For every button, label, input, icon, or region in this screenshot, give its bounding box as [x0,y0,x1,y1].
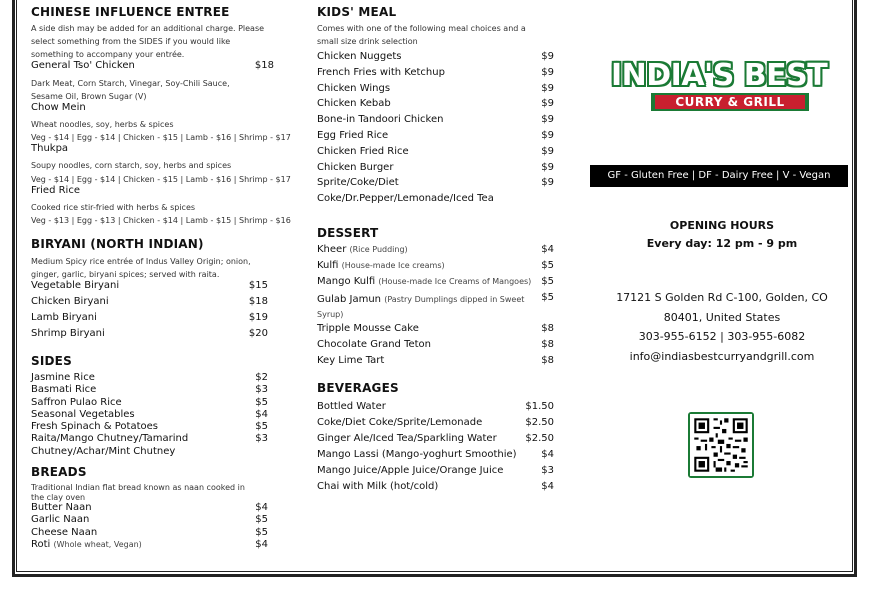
kids-title: KIDS' MEAL [317,5,397,19]
menu-item [31,409,268,421]
email: info@indiasbestcurryandgrill.com [629,349,815,363]
dessert-title: DESSERT [317,226,379,240]
biryani-note: Medium Spicy rice entrée of Indus Valley Origin; onion, ginger, garlic, biryani spices; served with raita. [31,257,251,279]
chinese-title: CHINESE INFLUENCE ENTREE [31,5,230,19]
item-name: Chocolate Grand Teton [317,338,432,350]
item-price: $9 [541,114,554,126]
menu-item [317,96,554,112]
kids-note: Comes with one of the following meal choices and a small size drink selection [317,24,526,46]
brand-tagline-bar [651,93,809,111]
address-line-2: 80401, United States [663,310,781,324]
item-price: $2 [255,372,268,383]
menu-item [31,312,268,323]
item-name: Shrimp Biryani [31,328,105,339]
menu-item [317,144,554,160]
menu-item [31,397,268,409]
menu-item [317,128,554,144]
item-desc: Soupy noodles, corn starch, soy, herbs and spices [31,161,232,170]
item-name: Fresh Spinach & Potatoes [31,421,158,433]
sides-title: SIDES [31,354,72,368]
menu-item [317,431,554,447]
menu-item [317,337,554,353]
menu-item [31,102,274,113]
menu-item [31,143,274,154]
beverages-title: BEVERAGES [317,381,399,395]
item-name: French Fries with Ketchup [317,66,445,78]
menu-item [317,415,554,431]
menu-item [317,260,554,271]
biryani-title: BIRYANI (NORTH INDIAN) [31,237,204,251]
menu-item [317,65,554,81]
item-price: $8 [541,338,554,350]
menu-item [31,296,268,307]
item-note: (Whole wheat, Vegan) [53,539,142,549]
menu-item [317,479,554,495]
menu-item [317,276,554,287]
menu-item [317,292,554,322]
breads-list [31,502,268,551]
item-price: $4 [255,538,268,550]
menu-item [31,527,268,539]
item-price: $5 [255,526,268,538]
menu-item [31,328,268,339]
menu-item [31,421,268,433]
item-name: Garlic Naan [31,514,90,526]
item-price: $19 [248,312,268,323]
item-price: $9 [541,82,554,94]
item-price: $9 [541,129,554,141]
menu-item [317,160,554,176]
item-price: $5 [255,396,268,408]
diet-legend: GF - Gluten Free | DF - Dairy Free | V - Vegan [590,165,848,187]
breads-note: Traditional Indian flat bread known as naan cooked in the clay oven [31,483,245,502]
breads-title: BREADS [31,465,87,479]
item-name: Bottled Water [317,401,386,412]
item-name: Thukpa [31,143,69,154]
item-name: Chicken Nuggets [317,51,402,62]
item-price: $1.50 [525,401,554,412]
item-price: $3 [541,464,554,476]
menu-item [317,321,554,337]
item-name: Vegetable Biryani [31,280,120,291]
menu-item [317,399,554,415]
kids-list [317,49,554,207]
menu-item [317,112,554,128]
beverages-list [317,399,554,494]
item-price: $9 [541,51,554,62]
item-name: Kheer [317,244,347,255]
menu-item [31,60,274,71]
hours-text: Every day: 12 pm - 9 pm [646,237,798,250]
item-name: Fried Rice [31,185,80,196]
item-name: Egg Fried Rice [317,129,389,141]
item-price: $4 [541,448,554,460]
item-price: $9 [541,66,554,78]
item-price: $4 [255,502,268,513]
item-name: Chicken Burger [317,161,394,173]
item-name: Raita/Mango Chutney/Tamarind [31,433,189,445]
menu-item [317,463,554,479]
item-name: Mango Lassi (Mango-yoghurt Smoothie) [317,448,517,460]
dessert-list [317,321,554,368]
item-desc: Cooked rice stir-fried with herbs & spices [31,203,196,212]
item-note: (House-made Ice Creams of Mangoes) [378,277,532,286]
address-line-1: 17121 S Golden Rd C-100, Golden, CO [616,291,828,304]
item-price: $3 [255,433,268,445]
brand-name: INDIA'S BEST [611,58,828,93]
item-price: $2.50 [525,432,554,444]
item-price: $8 [541,354,554,366]
item-name: Sprite/Coke/Diet [317,177,399,189]
item-name: General Tso' Chicken [31,60,135,71]
item-name: Chicken Kebab [317,98,391,110]
item-price: $3 [255,384,268,396]
menu-item [31,372,268,384]
item-name: Tripple Mousse Cake [317,323,419,334]
menu-item [31,446,268,458]
brand-tagline: CURRY & GRILL [655,95,805,109]
item-price: $4 [255,408,268,420]
item-name: Seasonal Vegetables [31,408,135,420]
item-name: Jasmine Rice [31,372,95,383]
menu-item [317,191,554,207]
item-note: (Rice Pudding) [349,245,408,254]
item-options: Veg - $14 | Egg - $14 | Chicken - $15 | Lamb - $16 | Shrimp - $17 [31,175,291,184]
item-name: Coke/Diet Coke/Sprite/Lemonade [317,416,483,428]
item-name: Bone-in Tandoori Chicken [317,114,444,126]
menu-item [317,49,554,65]
item-name: Key Lime Tart [317,354,385,366]
item-name: Roti [31,538,51,550]
item-name: Mango Kulfi [317,276,376,287]
menu-item [31,280,268,291]
item-desc: Dark Meat, Corn Starch, Vinegar, Soy-Chili Sauce, Sesame Oil, Brown Sugar (V) [31,79,230,101]
menu-item [317,244,554,255]
item-name: Ginger Ale/Iced Tea/Sparkling Water [317,432,497,444]
item-price: $9 [541,177,554,189]
item-price: $18 [248,296,268,307]
item-price: $15 [248,280,268,291]
menu-item [31,539,268,551]
contact-block [591,288,853,366]
brand-logo [611,58,831,109]
item-name: Chow Mein [31,102,86,113]
item-name: Butter Naan [31,502,92,513]
item-price: $9 [541,98,554,110]
item-name: Cheese Naan [31,526,98,538]
menu-item [31,514,268,526]
item-name: Chai with Milk (hot/cold) [317,480,439,492]
item-name: Kulfi [317,260,339,271]
menu-item [317,353,554,369]
item-price: $5 [541,276,554,287]
item-price: $4 [541,244,554,255]
item-note: (Pastry Dumplings dipped in Sweet Syrup) [317,295,525,319]
item-price: $9 [541,145,554,157]
item-name: Mango Juice/Apple Juice/Orange Juice [317,464,504,476]
item-price: $5 [541,260,554,271]
item-name: Basmati Rice [31,384,97,396]
item-name: Chicken Wings [317,82,391,94]
item-options: Veg - $14 | Egg - $14 | Chicken - $15 | Lamb - $16 | Shrimp - $17 [31,133,291,142]
item-name: Gulab Jamun [317,294,382,305]
item-price: $20 [248,328,268,339]
item-name: Chicken Biryani [31,296,109,307]
item-price: $4 [541,480,554,492]
menu-item [31,384,268,396]
menu-item [31,502,268,514]
item-price: $18 [254,60,274,71]
menu-item [31,433,268,445]
item-price: $5 [255,421,268,433]
chinese-note: A side dish may be added for an additional charge. Please select something from the SIDES if you would like something to accompany your entrée. [31,24,265,59]
hours-title: OPENING HOURS [669,219,775,232]
item-price: $5 [541,292,554,303]
menu-item [317,81,554,97]
item-note: (House-made Ice creams) [341,261,445,270]
menu-item [317,447,554,463]
qr-code-icon [688,412,754,478]
item-name: Saffron Pulao Rice [31,396,122,408]
item-name: Chutney/Achar/Mint Chutney [31,445,176,457]
item-price: $9 [541,161,554,173]
item-name: Lamb Biryani [31,312,97,323]
item-name: Chicken Fried Rice [317,145,409,157]
menu-item [31,185,274,196]
sides-list [31,372,268,458]
item-price: $2.50 [525,416,554,428]
menu-item [317,175,554,191]
item-price: $8 [541,323,554,334]
item-options: Veg - $13 | Egg - $13 | Chicken - $14 | Lamb - $15 | Shrimp - $16 [31,216,291,225]
item-price: $5 [255,514,268,526]
item-name: Coke/Dr.Pepper/Lemonade/Iced Tea [317,193,494,205]
item-desc: Wheat noodles, soy, herbs & spices [31,120,174,129]
phone-numbers: 303-955-6152 | 303-955-6082 [638,330,806,343]
